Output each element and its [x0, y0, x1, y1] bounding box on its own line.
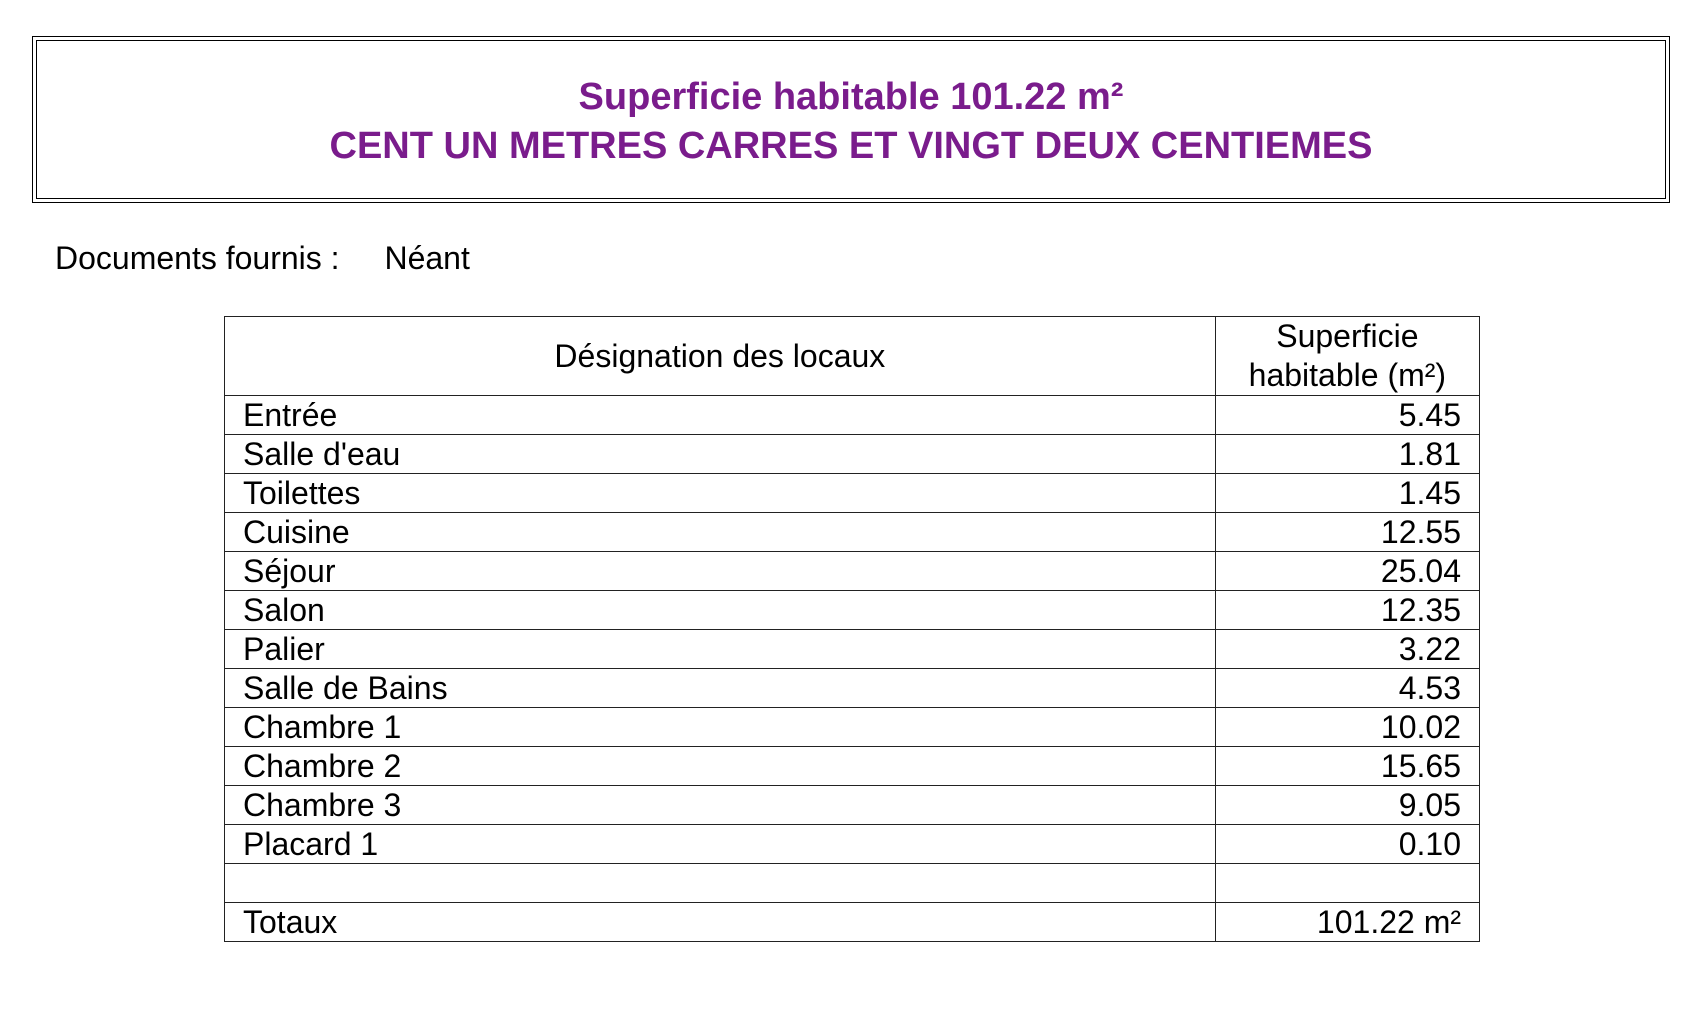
title-box-inner [36, 40, 1666, 199]
room-area: 4.53 [1215, 669, 1479, 708]
header-area-line2: habitable (m²) [1248, 357, 1447, 393]
room-name: Palier [225, 630, 1216, 669]
header-designation: Désignation des locaux [225, 317, 1216, 396]
table-body [225, 396, 1480, 864]
table-row [225, 669, 1480, 708]
header-area [1215, 317, 1479, 396]
room-name: Chambre 2 [225, 747, 1216, 786]
room-area: 3.22 [1215, 630, 1479, 669]
table-row [225, 630, 1480, 669]
rooms-table [224, 316, 1480, 942]
table-row [225, 435, 1480, 474]
room-name: Salle de Bains [225, 669, 1216, 708]
total-label: Totaux [225, 903, 1216, 942]
table-row [225, 747, 1480, 786]
room-name: Toilettes [225, 474, 1216, 513]
table-row [225, 396, 1480, 435]
room-area: 9.05 [1215, 786, 1479, 825]
room-area: 0.10 [1215, 825, 1479, 864]
table-row [225, 591, 1480, 630]
table-row-total [225, 903, 1480, 942]
room-name: Placard 1 [225, 825, 1216, 864]
table-row [225, 786, 1480, 825]
title-area-words: CENT UN METRES CARRES ET VINGT DEUX CENTIEMES [329, 124, 1373, 167]
room-name: Salle d'eau [225, 435, 1216, 474]
room-area: 12.35 [1215, 591, 1479, 630]
documents-label: Documents fournis : [55, 240, 340, 276]
room-area: 25.04 [1215, 552, 1479, 591]
room-area: 12.55 [1215, 513, 1479, 552]
title-area: Superficie habitable 101.22 m² [578, 75, 1124, 118]
room-area: 1.45 [1215, 474, 1479, 513]
table-header-row [225, 317, 1480, 396]
documents-value: Néant [384, 240, 470, 276]
room-name: Entrée [225, 396, 1216, 435]
empty-cell [225, 864, 1216, 903]
documents-line [55, 238, 470, 278]
room-area: 15.65 [1215, 747, 1479, 786]
room-name: Salon [225, 591, 1216, 630]
table-row-empty [225, 864, 1480, 903]
table-row [225, 513, 1480, 552]
header-area-line1: Superficie [1276, 318, 1419, 354]
empty-cell [1215, 864, 1479, 903]
room-area: 5.45 [1215, 396, 1479, 435]
table-row [225, 552, 1480, 591]
room-name: Chambre 3 [225, 786, 1216, 825]
room-name: Cuisine [225, 513, 1216, 552]
table-row [225, 708, 1480, 747]
room-name: Chambre 1 [225, 708, 1216, 747]
room-area: 10.02 [1215, 708, 1479, 747]
total-value: 101.22 m² [1215, 903, 1479, 942]
title-box [32, 36, 1670, 203]
table-row [225, 825, 1480, 864]
room-area: 1.81 [1215, 435, 1479, 474]
room-name: Séjour [225, 552, 1216, 591]
table-row [225, 474, 1480, 513]
